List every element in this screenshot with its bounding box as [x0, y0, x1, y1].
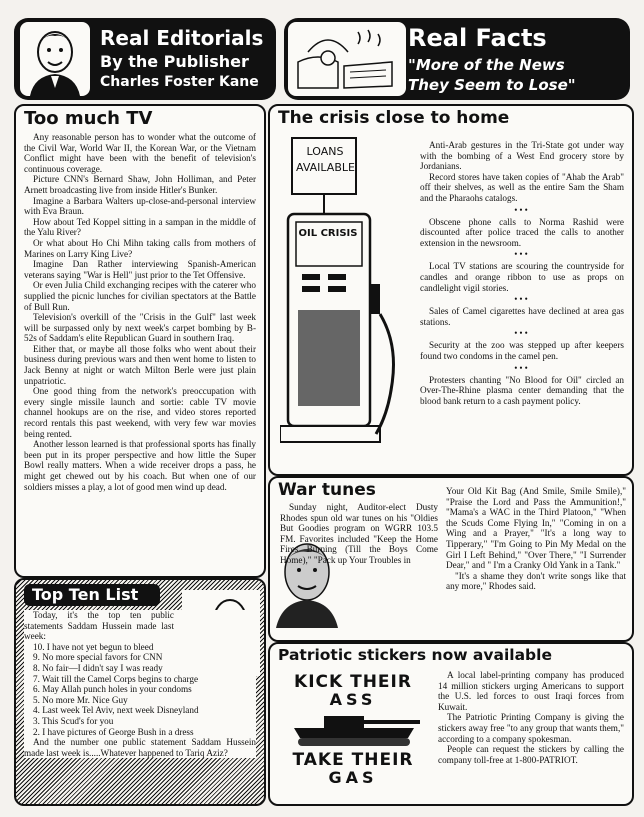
top-ten-items [24, 642, 256, 737]
list-item: 3. This Scud's for you [33, 715, 114, 726]
too-much-tv-title: Too much TV [24, 108, 153, 129]
crisis-body [420, 140, 624, 406]
top-ten-body [24, 610, 256, 758]
too-much-tv-body [24, 132, 256, 492]
tv-paragraph-2: Picture CNN's Bernard Shaw, John Holliman, and Peter Arnett broadcasting live from inside Hitler's Bunker. [24, 174, 256, 195]
gas-pump-illustration [280, 134, 410, 464]
tv-paragraph-9: Either that, or maybe all those folks who went about their business during previous wars and then went home to listen to Jack Benny at night or watch Milton Berle were just plain unpatriotic. [24, 343, 256, 386]
pump-sign-loans: LOANS AVAILABLE [296, 145, 355, 174]
crisis-article [268, 104, 634, 476]
crisis-paragraph-2: Record stores have taken copies of "Ahab the Arab" off their shelves, as well as the entire Sam the Sham and the Pharaohs catalogs. [420, 171, 624, 203]
stickers-paragraph-3: People can request the stickers by calling the company toll-free at 1-800-PATRIOT. [438, 744, 624, 765]
tv-paragraph-7: Or even Julia Child exchanging recipes with the caterer who supplied the picnic lunches for civilian spectators at the Battle of Bull Run. [24, 280, 256, 312]
crisis-paragraph-5: Sales of Camel cigarettes have declined at area gas stations. [420, 306, 624, 327]
war-tunes-quote: "It's a shame they don't write songs like that any more," Rhodes said. [446, 570, 626, 592]
editorials-header [14, 18, 276, 100]
separator: ••• [514, 328, 530, 339]
tv-paragraph-10: One good thing from the network's preoccupation with every single missile launch and sortie: cable TV movie channel hookups are on the rise, and video stores reported record rentals this past weekend, with very few war movies being rented. [24, 386, 256, 439]
stickers-title: Patriotic stickers now available [278, 646, 552, 664]
crisis-paragraph-3: Obscene phone calls to Norma Rashid were discounted after police traced the calls to another extension in the newsroom. [420, 216, 624, 248]
top-ten-list [14, 578, 266, 806]
tv-paragraph-8: Television's overkill of the "Crisis in the Gulf" last week will be surpassed only by next week's carpet bombing by B-52s of Saddam's elite Republican Guard in southern Iraq. [24, 312, 256, 344]
tv-paragraph-4: How about Ted Koppel sitting in a sampan in the middle of the Yalu River? [24, 216, 256, 238]
top-ten-title-bar [24, 584, 160, 606]
tv-paragraph-5: Or what about Ho Chi Mihn taking calls from mothers of Marines on Larry King Live? [24, 237, 256, 259]
crisis-paragraph-7: Protesters chanting "No Blood for Oil" circled an Over-The-Rhine plasma center demanding that the blood bank return to a cash payment policy. [420, 374, 624, 406]
list-item: 5. No more Mr. Nice Guy [33, 694, 128, 705]
tv-paragraph-6: Imagine Dan Rather interviewing Spanish-American veterans saying "War is Hell" just prior to the Tet Offensive. [24, 259, 256, 280]
war-tunes-right-text: Your Old Kit Bag (And Smile, Smile Smile)," "Praise the Lord and Pass the Ammunition!," "Mama's a WAC in the Third Platoon," "When the Scuds Come Flying In," "Coming in on a Wing and a Prayer," "It's a long way to Tipperary," "I'm Going to Pin My Medal on the Girl I Left Behind," "Over There," "I Surrender Dear," and " I'm a Cranky Old Yank in a Tank." [446, 486, 626, 571]
real-facts-tagline-2: They Seem to Lose" [408, 76, 576, 94]
list-item: 10. I have not yet begun to bleed [33, 641, 154, 652]
publisher-portrait [20, 22, 90, 96]
list-item: 8. No fair—I didn't say I was ready [33, 662, 163, 673]
real-facts-title: Real Facts [408, 24, 547, 52]
top-ten-outro: And the number one public statement Saddam Hussein made last week is.....Whatever happened to Tariq Aziz? [24, 737, 256, 758]
tv-paragraph-3: Imagine a Barbara Walters up-close-and-personal interview with Eva Braun. [24, 195, 256, 217]
war-tunes-right-col [446, 486, 626, 592]
tv-paragraph-11: Another lesson learned is that professional sports has finally been put in its proper perspective and how little the Super Bowl really matters. When a wide receiver drops a pass, he might get chewed out by his coach. But when one of our soldiers misses a play, a lot of good men wind up dead. [24, 439, 256, 492]
war-tunes-article [268, 476, 634, 642]
stickers-body [438, 670, 624, 765]
real-facts-header [284, 18, 630, 100]
list-item: 7. Wait till the Camel Corps begins to charge [33, 673, 199, 684]
list-item: 2. I have pictures of George Bush in a dress [33, 726, 194, 737]
list-item: 9. No more special favors for CNN [33, 652, 163, 663]
editorials-title: Real Editorials [100, 26, 264, 50]
tank-icon [284, 710, 424, 750]
crisis-paragraph-6: Security at the zoo was stepped up after keepers found two condoms in the camel pen. [420, 340, 624, 361]
crisis-title: The crisis close to home [278, 108, 510, 128]
sticker-kick: KICK THEIR [294, 672, 412, 692]
separator: ••• [514, 362, 530, 373]
separator: ••• [514, 249, 530, 260]
pump-sign-oil-crisis: OIL CRISIS [298, 228, 358, 239]
publisher-name: Charles Foster Kane [100, 74, 259, 90]
separator: ••• [514, 204, 530, 215]
real-facts-tagline-1: "More of the News [408, 56, 565, 74]
sticker-take: TAKE THEIR [292, 750, 414, 770]
separator: ••• [514, 294, 530, 305]
stickers-paragraph-2: The Patriotic Printing Company is giving the stickers away free "to any group that wants them," according to a company spokesman. [438, 712, 624, 744]
list-item: 6. May Allah punch holes in your condoms [33, 684, 192, 695]
newsreader-illustration [288, 22, 406, 96]
crisis-paragraph-4: Local TV stations are scouring the countryside for candles and orange ribbon to use as props on candlelight vigil stories. [420, 261, 624, 293]
editorials-byline: By the Publisher [100, 52, 249, 71]
top-ten-intro: Today, it's the top ten public statements Saddam Hussein made last week: [24, 610, 174, 642]
tv-paragraph-1: Any reasonable person has to wonder what the outcome of the Civil War, World War II, the Korean War, or the Vietnam Conflict might have been with the benefit of television's continuous coverage. [24, 132, 256, 174]
too-much-tv-article [14, 104, 266, 578]
war-tunes-title: War tunes [278, 480, 376, 500]
sticker-gas: GAS [328, 768, 378, 787]
list-item: 4. Last week Tel Aviv, next week Disneyland [33, 705, 199, 716]
stickers-paragraph-1: A local label-printing company has produced 14 million stickers urging Americans to support the U.S. led forces to oust Iraqi forces from Kuwait. [438, 670, 624, 712]
crisis-paragraph-1: Anti-Arab gestures in the Tri-State got under way with the bombing of a West End grocery store by Jordanians. [420, 140, 624, 172]
stickers-article [268, 642, 634, 806]
top-ten-title: Top Ten List [32, 585, 139, 604]
war-tunes-left-text: Sunday night, Auditor-elect Dusty Rhodes spun old war tunes on his "Oldies But Goodies program on WGRR 103.5 FM. Favorites included "Keep the Home Fires Burning (Till the Boys Come Home)," "Pack up Your Troubles in [280, 502, 438, 565]
sticker-ass: ASS [329, 690, 377, 709]
